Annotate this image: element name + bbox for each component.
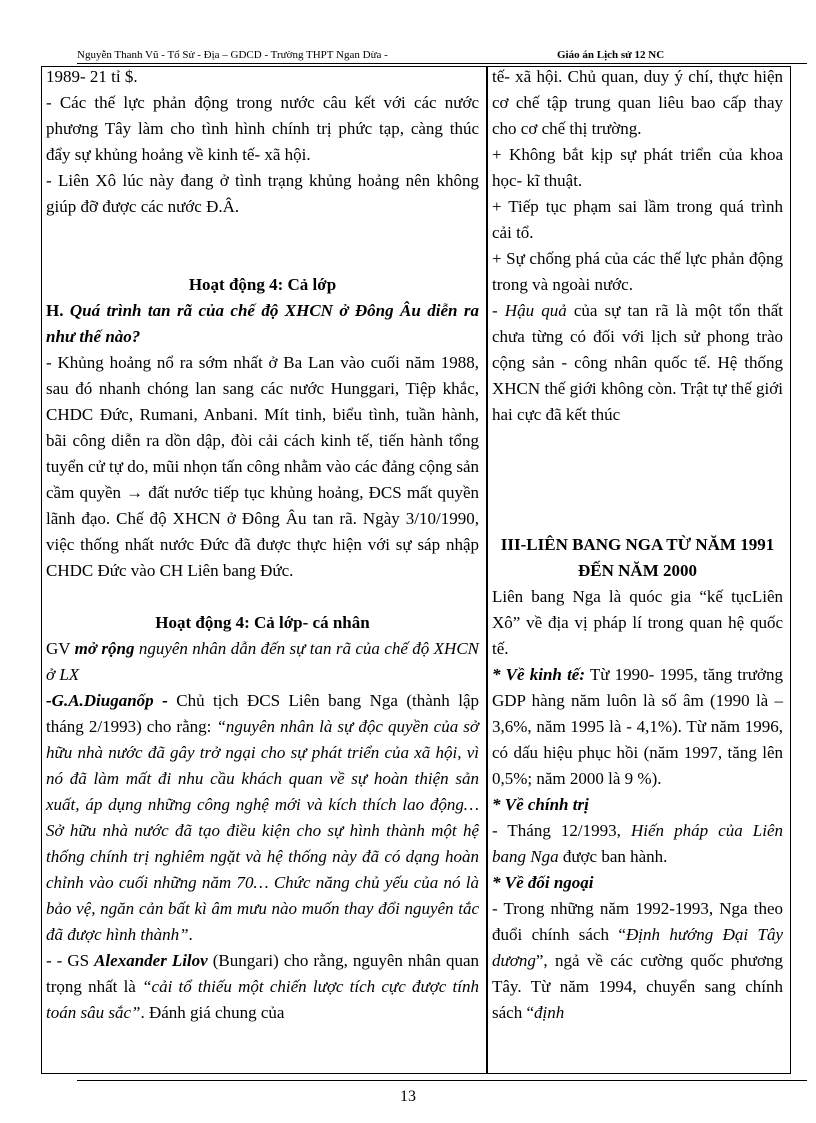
paragraph: + Không bắt kịp sự phát triển của khoa học- kĩ thuật.: [492, 145, 783, 190]
emphasis: mở rộng: [74, 639, 135, 658]
quote: “nguyên nhân là sự độc quyền của sở hữu nhà nước đã gây trở ngại cho sự phát triển của xã hội, vì nó đã làm mất đi nhu cầu khách quan về sự hoàn thiện sản xuất, áp dụng những công nghệ mới và kích thích lao động…Sở hữu nhà nước đã tạo điều kiện cho sự hình thành một hệ thống chính trị nghiêm ngặt và hệ thống này đã có dạng hoàn chỉnh vào cuối những năm 70… Chức năng chủ yếu của nó là bảo vệ, ngăn cản bất kì âm mưu nào muốn thay đổi nguyên tắc đã được hình thành”: [46, 717, 479, 944]
text: Từ 1990- 1995, tăng trưởng GDP hàng năm luôn là số âm (1990 là – 3,6%, năm 1995 là - 4,1%). Từ năm 1996, có dấu hiệu phục hồi (năm 1997, tăng lên 0,5%; năm 2000 là 9 %).: [492, 665, 784, 788]
text: (Bungari) cho rằng, nguyên nhân quan trọng nhất là: [46, 951, 479, 996]
paragraph: [492, 896, 783, 1026]
text: - Trong những năm 1992-1993, Nga theo đuổi chính sách “: [492, 899, 783, 944]
quote: ”: [131, 1003, 141, 1022]
paragraph: [46, 688, 479, 948]
text: nguyên nhân dẫn đến sự tan rã của chế độ XHCN ở LX: [46, 639, 480, 684]
question-text: Quá trình tan rã của chế độ XHCN ở Đông Âu diễn ra như thế nào?: [46, 301, 479, 346]
page-number: 13: [400, 1088, 416, 1105]
column-divider: [486, 66, 488, 1074]
paragraph: [492, 662, 783, 792]
spacer: [46, 220, 479, 272]
question: [46, 298, 479, 350]
quote: “cải tổ thiếu một chiến lược tích cực được tính toán sâu sắc: [46, 977, 480, 1022]
paragraph: - Các thế lực phản động trong nước câu kết với các nước phương Tây làm cho tình hình chính trị phức tạp, càng thúc đẩy sự khủng hoảng về kinh tế- xã hội.: [46, 93, 479, 164]
paragraph: + Sự chống phá của các thế lực phản động trong và ngoài nước.: [492, 249, 783, 294]
paragraph: 1989- 21 tỉ $.: [46, 67, 138, 86]
text: -: [492, 301, 505, 320]
text: của sự tan rã là một tổn thất chưa từng có đối với lịch sử phong trào cộng sản - công nhân quốc tế. Hệ thống XHCN thế giới không còn. Trật tự thế giới hai cực đã kết thúc: [492, 301, 784, 424]
text: - - GS: [46, 951, 95, 970]
right-column: [492, 64, 783, 1026]
section-heading: III-LIÊN BANG NGA TỪ NĂM 1991 ĐẾN NĂM 2000: [500, 535, 775, 580]
header-author: Nguyễn Thanh Vũ - Tổ Sử - Địa – GDCD - Trường THPT Ngan Dừa -: [77, 49, 388, 61]
paragraph: - Liên Xô lúc này đang ở tình trạng khủng hoảng nên không giúp đỡ được các nước Đ.Â.: [46, 171, 479, 216]
activity-heading: Hoạt động 4: Cả lớp- cá nhân: [155, 613, 370, 632]
author-name: Alexander Lilov: [94, 951, 208, 970]
text: được ban hành.: [558, 847, 668, 866]
arrow-icon: →: [126, 483, 144, 502]
spacer: [46, 584, 479, 610]
footer-rule: [77, 1080, 807, 1081]
activity-heading: Hoạt động 4: Cả lớp: [188, 275, 337, 294]
text: . Đánh giá chung của: [140, 1003, 285, 1022]
question-prefix: H.: [46, 301, 70, 320]
text: - Khủng hoảng nổ ra sớm nhất ở Ba Lan vào cuối năm 1988, sau đó nhanh chóng lan sang các nước Hunggari, Tiệp khắc, CHDC Đức, Rumani, Anbani. Mít tinh, biểu tình, tuần hành, bãi công diễn ra dồn dập, đòi cải cách kinh tế, tiến hành tổng tuyển cử tự do, mũi nhọn tấn công nhằm vào các đảng cộng sản cầm quyền: [46, 353, 479, 502]
text: đất nước tiếp tục khủng hoảng, ĐCS mất quyền lãnh đạo. Chế độ XHCN ở Đông Âu tan rã. Ngày 3/10/1990, việc thống nhất nước Đức đã được thực hiện với sự sáp nhập CHDC Đức vào CH Liên bang Đức.: [46, 483, 479, 580]
text: GV: [46, 639, 75, 658]
label: * Về đối ngoại: [492, 873, 594, 892]
paragraph: [46, 350, 479, 584]
paragraph: tế- xã hội. Chủ quan, duy ý chí, thực hiện cơ chế tập trung quan liêu bao cấp thay cho cơ chế thị trường.: [492, 67, 783, 138]
paragraph: [46, 636, 479, 688]
emphasis: Định hướng Đại Tây dương: [492, 925, 783, 970]
emphasis: Hiến pháp của Liên bang Nga: [492, 821, 783, 866]
paragraph: [492, 298, 783, 428]
left-column: [46, 64, 479, 1026]
label: * Về kinh tế:: [492, 665, 586, 684]
header-title: Giáo án Lịch sử 12 NC: [557, 49, 665, 61]
emphasis: định: [534, 1003, 565, 1022]
paragraph: [492, 818, 783, 870]
paragraph: Liên bang Nga là quóc gia “kế tụcLiên Xô” về địa vị pháp lí trong quan hệ quốc tế.: [492, 587, 783, 658]
text: ”, ngả về các cường quốc phương Tây. Từ năm 1994, chuyển sang chính sách “: [492, 951, 783, 1022]
emphasis: Hậu quả: [504, 301, 567, 320]
author-name: -G.A.Diuganốp -: [46, 691, 168, 710]
text: .: [188, 925, 193, 944]
paragraph: + Tiếp tục phạm sai lầm trong quá trình cải tổ.: [492, 197, 783, 242]
text: - Tháng 12/1993,: [492, 821, 631, 840]
text: Chủ tịch ĐCS Liên bang Nga (thành lập tháng 2/1993) cho rằng:: [46, 691, 479, 736]
paragraph: [46, 948, 479, 1026]
spacer: [492, 428, 783, 532]
label: * Về chính trị: [492, 795, 589, 814]
